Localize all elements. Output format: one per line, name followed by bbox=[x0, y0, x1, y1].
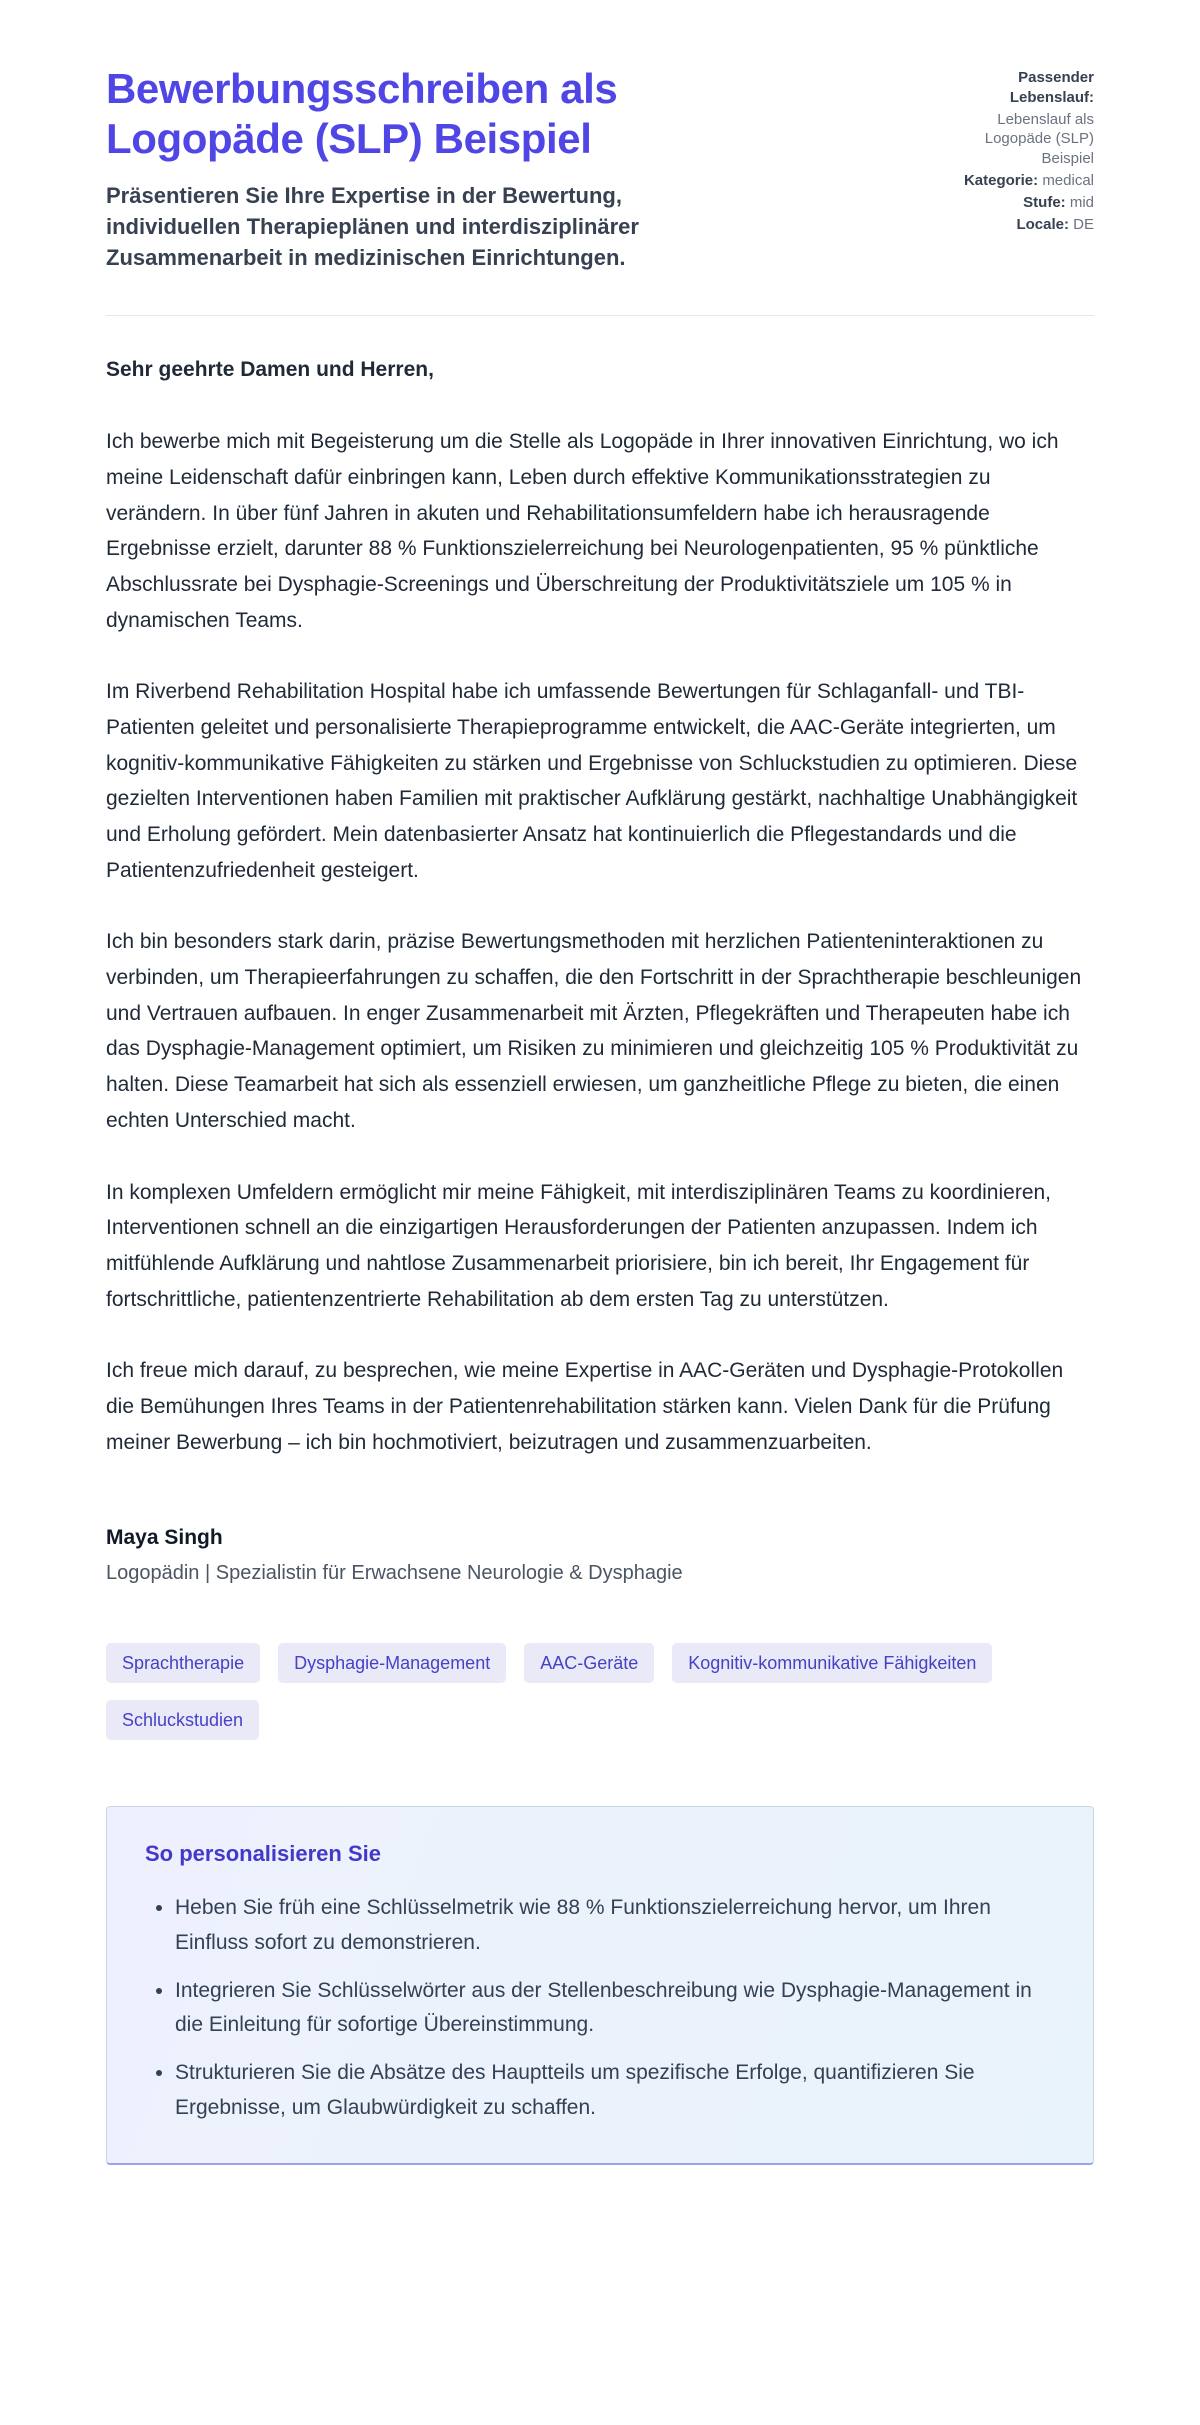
signature-name: Maya Singh bbox=[106, 1526, 223, 1550]
locale-row bbox=[944, 215, 1094, 235]
tips-item-1: • Heben Sie früh eine Schlüsselmetrik wie 88 % Funktionszielerreichung hervor, um Ihren Einfluss sofort zu demonstrieren. bbox=[175, 1891, 1055, 1960]
level-value: mid bbox=[1069, 193, 1094, 211]
page-title: Bewerbungsschreiben als Logopäde (SLP) Beispiel bbox=[106, 65, 618, 162]
category-label: Kategorie: bbox=[963, 171, 1039, 189]
tag-pill-kognitiv-kommunikative-faehigkeiten[interactable]: Kognitiv-kommunikative Fähigkeiten bbox=[672, 1643, 992, 1683]
tag-pill-schluckstudien[interactable]: Schluckstudien bbox=[106, 1700, 259, 1740]
paragraph-2: Im Riverbend Rehabilitation Hospital habe ich umfassende Bewertungen für Schlaganfall- und TBI-Patienten geleitet und personalisierte Therapieprogramme entwickelt, die AAC-Geräte integrierten, um kognitiv-kommunikative Fähigkeiten zu stärken und Ergebnisse von Schluckstudien zu optimieren. Diese gezielten Interventionen haben Familien mit praktischer Aufklärung gestärkt, nachhaltige Unabhängigkeit und Erholung gefördert. Mein datenbasierter Ansatz hat kontinuierlich die Pflegestandards und die Patientenzufriedenheit gesteigert. bbox=[106, 680, 1078, 882]
greeting: Sehr geehrte Damen und Herren, bbox=[106, 358, 434, 382]
matching-resume-value: Lebenslauf als Logopäde (SLP) Beispiel bbox=[984, 110, 1094, 168]
level-label: Stufe: bbox=[1023, 193, 1066, 211]
paragraph-3: Ich bin besonders stark darin, präzise Bewertungsmethoden mit herzlichen Patienteninteraktionen zu verbinden, um Therapieerfahrungen zu schaffen, die den Fortschritt in der Sprachtherapie beschleunigen und Vertrauen aufbauen. In enger Zusammenarbeit mit Ärzten, Pflegekräften und Therapeuten habe ich das Dysphagie-Management optimiert, um Risiken zu minimieren und gleichzeitig 105 % Produktivität zu halten. Diese Teamarbeit hat sich als essenziell erwiesen, um ganzheitliche Pflege zu bieten, die einen echten Unterschied macht. bbox=[106, 930, 1082, 1132]
matching-resume-label: Passender Lebenslauf: bbox=[1009, 69, 1094, 106]
locale-label: Locale: bbox=[1016, 215, 1069, 233]
locale-value: DE bbox=[1073, 215, 1094, 233]
meta-panel bbox=[944, 64, 1094, 236]
tag-pill-sprachtherapie[interactable]: Sprachtherapie bbox=[106, 1643, 260, 1683]
paragraph-4: In komplexen Umfeldern ermöglicht mir meine Fähigkeit, mit interdisziplinären Teams zu koordinieren, Interventionen schnell an die einzigartigen Herausforderungen der Patienten anzupassen. Indem ich mitfühlende Aufklärung und nahtlose Zusammenarbeit priorisiere, bin ich bereit, Ihr Engagement für fortschrittliche, patientenzentrierte Rehabilitation ab dem ersten Tag zu unterstützen. bbox=[106, 1180, 1052, 1311]
tag-pill-aac-geraete[interactable]: AAC-Geräte bbox=[524, 1643, 654, 1683]
tips-list bbox=[145, 1891, 1055, 2125]
category-value: medical bbox=[1042, 171, 1094, 189]
keyword-tags bbox=[106, 1643, 1006, 1740]
cover-letter bbox=[106, 352, 1094, 1585]
header-text-block bbox=[106, 64, 916, 273]
tips-title: So personalisieren Sie bbox=[145, 1841, 381, 1867]
signature-title: Logopädin | Spezialistin für Erwachsene Neurologie & Dysphagie bbox=[106, 1562, 683, 1585]
tips-item-3: • Strukturieren Sie die Absätze des Hauptteils um spezifische Erfolge, quantifizieren Sie Ergebnisse, um Glaubwürdigkeit zu schaffen. bbox=[175, 2056, 1055, 2125]
paragraph-5: Ich freue mich darauf, zu besprechen, wie meine Expertise in AAC-Geräten und Dysphagie-Protokollen die Bemühungen Ihres Teams in der Patientenrehabilitation stärken kann. Vielen Dank für die Prüfung meiner Bewerbung – ich bin hochmotiviert, beizutragen und zusammenzuarbeiten. bbox=[106, 1359, 1064, 1454]
category-row bbox=[944, 171, 1094, 191]
header-divider bbox=[106, 315, 1094, 316]
level-row bbox=[944, 193, 1094, 213]
page-subtitle: Präsentieren Sie Ihre Expertise in der Bewertung, individuellen Therapieplänen und interdisziplinärer Zusammenarbeit in medizinischen Einrichtungen. bbox=[106, 183, 639, 270]
personalization-tips-box bbox=[106, 1806, 1094, 2165]
paragraph-1: Ich bewerbe mich mit Begeisterung um die Stelle als Logopäde in Ihrer innovativen Einrichtung, wo ich meine Leidenschaft dafür einbringen kann, Leben durch effektive Kommunikationsstrategien zu verändern. In über fünf Jahren in akuten und Rehabilitationsumfeldern habe ich herausragende Ergebnisse erzielt, darunter 88 % Funktionszielerreichung bei Neurologenpatienten, 95 % pünktliche Abschlussrate bei Dysphagie-Screenings und Überschreitung der Produktivitätsziele um 105 % in dynamischen Teams. bbox=[106, 430, 1059, 632]
tips-item-2: • Integrieren Sie Schlüsselwörter aus der Stellenbeschreibung wie Dysphagie-Management in die Einleitung für sofortige Übereinstimmung. bbox=[175, 1974, 1055, 2043]
header bbox=[106, 64, 1094, 273]
tag-pill-dysphagie-management[interactable]: Dysphagie-Management bbox=[278, 1643, 506, 1683]
